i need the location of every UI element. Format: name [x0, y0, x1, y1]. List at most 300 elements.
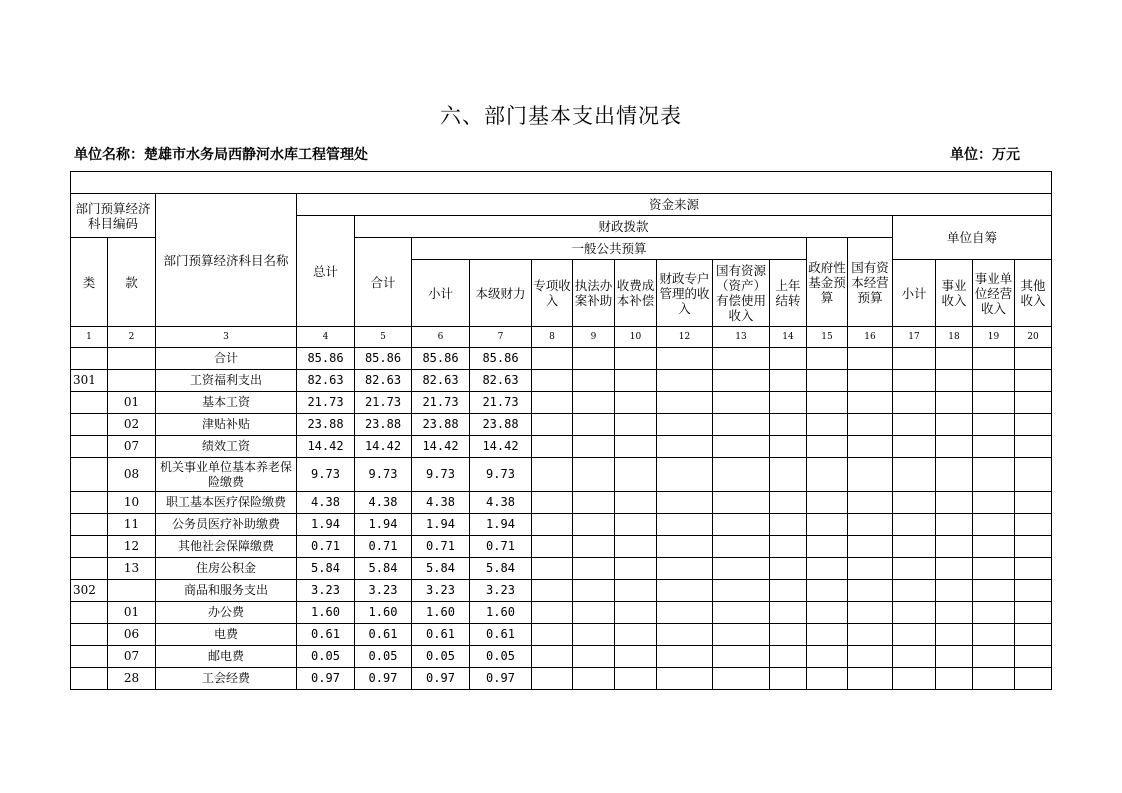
- cell-kuan: 07: [108, 646, 156, 668]
- cell-empty: [848, 370, 893, 392]
- cell-empty: [973, 602, 1015, 624]
- header-special-income: 专项收入: [532, 260, 573, 327]
- cell-kuan: 06: [108, 624, 156, 646]
- cell-empty: [657, 536, 713, 558]
- cell-empty: [713, 370, 770, 392]
- cell-total: 23.88: [297, 414, 355, 436]
- table-row: [71, 514, 1052, 536]
- cell-empty: [615, 558, 657, 580]
- cell-name: 绩效工资: [156, 436, 297, 458]
- cell-empty: [893, 492, 936, 514]
- cell-subtotal: 1.60: [412, 602, 470, 624]
- cell-empty: [713, 668, 770, 690]
- cell-empty: [807, 458, 848, 492]
- cell-empty: [936, 536, 973, 558]
- cell-empty: [615, 624, 657, 646]
- cell-empty: [573, 458, 615, 492]
- cell-empty: [848, 414, 893, 436]
- cell-name: 办公费: [156, 602, 297, 624]
- cell-empty: [615, 414, 657, 436]
- header-fiscal-total: 合计: [355, 238, 412, 327]
- cell-empty: [936, 624, 973, 646]
- cell-fiscal-total: 85.86: [355, 348, 412, 370]
- column-index-cell: 13: [713, 327, 770, 348]
- cell-empty: [615, 392, 657, 414]
- header-fiscal-account: 财政专户管理的收入: [657, 260, 713, 327]
- cell-empty: [657, 602, 713, 624]
- cell-empty: [893, 646, 936, 668]
- cell-kuan: 02: [108, 414, 156, 436]
- cell-local-financial: 23.88: [470, 414, 532, 436]
- cell-empty: [936, 458, 973, 492]
- column-index-cell: 16: [848, 327, 893, 348]
- cell-empty: [973, 436, 1015, 458]
- cell-empty: [936, 492, 973, 514]
- cell-subtotal: 85.86: [412, 348, 470, 370]
- cell-empty: [770, 514, 807, 536]
- cell-total: 5.84: [297, 558, 355, 580]
- cell-empty: [713, 602, 770, 624]
- cell-empty: [848, 558, 893, 580]
- cell-empty: [573, 348, 615, 370]
- cell-empty: [573, 668, 615, 690]
- header-self-subtotal: 小计: [893, 260, 936, 327]
- cell-empty: [893, 624, 936, 646]
- cell-fiscal-total: 0.71: [355, 536, 412, 558]
- cell-lei: [71, 492, 108, 514]
- cell-name: 机关事业单位基本养老保险缴费: [156, 458, 297, 492]
- cell-empty: [936, 370, 973, 392]
- cell-empty: [893, 348, 936, 370]
- cell-empty: [532, 624, 573, 646]
- cell-empty: [770, 580, 807, 602]
- cell-kuan: 13: [108, 558, 156, 580]
- cell-empty: [657, 348, 713, 370]
- cell-empty: [573, 624, 615, 646]
- cell-local-financial: 5.84: [470, 558, 532, 580]
- cell-empty: [973, 414, 1015, 436]
- cell-empty: [1015, 348, 1052, 370]
- cell-name: 公务员医疗补助缴费: [156, 514, 297, 536]
- cell-empty: [532, 668, 573, 690]
- header-funding-source: 资金来源: [297, 194, 1052, 216]
- cell-empty: [573, 492, 615, 514]
- column-index-cell: 15: [807, 327, 848, 348]
- cell-empty: [532, 458, 573, 492]
- cell-empty: [848, 492, 893, 514]
- cell-empty: [615, 436, 657, 458]
- cell-empty: [713, 580, 770, 602]
- cell-subtotal: 82.63: [412, 370, 470, 392]
- cell-empty: [770, 668, 807, 690]
- cell-total: 14.42: [297, 436, 355, 458]
- cell-empty: [973, 392, 1015, 414]
- expenditure-table: [70, 171, 1052, 690]
- cell-empty: [573, 514, 615, 536]
- cell-local-financial: 85.86: [470, 348, 532, 370]
- cell-empty: [532, 370, 573, 392]
- cell-empty: [1015, 602, 1052, 624]
- cell-empty: [532, 414, 573, 436]
- cell-fiscal-total: 14.42: [355, 436, 412, 458]
- cell-local-financial: 14.42: [470, 436, 532, 458]
- cell-lei: [71, 392, 108, 414]
- cell-name: 工会经费: [156, 668, 297, 690]
- cell-empty: [532, 558, 573, 580]
- cell-empty: [713, 536, 770, 558]
- cell-lei: [71, 436, 108, 458]
- cell-empty: [615, 458, 657, 492]
- table-row: [71, 348, 1052, 370]
- cell-total: 1.60: [297, 602, 355, 624]
- cell-empty: [973, 514, 1015, 536]
- cell-empty: [848, 602, 893, 624]
- cell-kuan: 07: [108, 436, 156, 458]
- column-index-cell: 10: [615, 327, 657, 348]
- cell-empty: [573, 602, 615, 624]
- cell-empty: [573, 536, 615, 558]
- header-lei: 类: [71, 238, 108, 327]
- cell-empty: [657, 558, 713, 580]
- cell-empty: [615, 646, 657, 668]
- cell-name: 电费: [156, 624, 297, 646]
- column-index-cell: 6: [412, 327, 470, 348]
- table-row: [71, 458, 1052, 492]
- column-index-cell: 3: [156, 327, 297, 348]
- header-code: 部门预算经济科目编码: [71, 194, 156, 238]
- cell-empty: [657, 624, 713, 646]
- cell-kuan: 01: [108, 602, 156, 624]
- cell-empty: [713, 514, 770, 536]
- cell-empty: [573, 580, 615, 602]
- cell-total: 0.61: [297, 624, 355, 646]
- cell-kuan: 12: [108, 536, 156, 558]
- cell-name: 工资福利支出: [156, 370, 297, 392]
- cell-empty: [615, 514, 657, 536]
- header-total: 总计: [297, 216, 355, 327]
- cell-subtotal: 21.73: [412, 392, 470, 414]
- cell-empty: [807, 668, 848, 690]
- table-row: [71, 558, 1052, 580]
- cell-empty: [615, 602, 657, 624]
- cell-empty: [657, 414, 713, 436]
- cell-fiscal-total: 0.61: [355, 624, 412, 646]
- column-index-cell: 20: [1015, 327, 1052, 348]
- cell-subtotal: 0.97: [412, 668, 470, 690]
- cell-empty: [770, 492, 807, 514]
- cell-fiscal-total: 1.94: [355, 514, 412, 536]
- cell-empty: [1015, 414, 1052, 436]
- table-row: [71, 370, 1052, 392]
- cell-empty: [532, 536, 573, 558]
- cell-kuan: 28: [108, 668, 156, 690]
- cell-name: 住房公积金: [156, 558, 297, 580]
- cell-fiscal-total: 0.97: [355, 668, 412, 690]
- cell-empty: [532, 602, 573, 624]
- cell-empty: [848, 536, 893, 558]
- cell-local-financial: 0.97: [470, 668, 532, 690]
- cell-fiscal-total: 3.23: [355, 580, 412, 602]
- cell-empty: [936, 392, 973, 414]
- cell-empty: [1015, 580, 1052, 602]
- cell-subtotal: 0.05: [412, 646, 470, 668]
- header-operating-income: 事业单位经营收入: [973, 260, 1015, 327]
- cell-lei: [71, 514, 108, 536]
- cell-empty: [657, 370, 713, 392]
- cell-total: 1.94: [297, 514, 355, 536]
- cell-subtotal: 4.38: [412, 492, 470, 514]
- cell-kuan: 08: [108, 458, 156, 492]
- cell-empty: [615, 668, 657, 690]
- cell-empty: [848, 514, 893, 536]
- cell-empty: [532, 492, 573, 514]
- cell-kuan: [108, 370, 156, 392]
- cell-empty: [973, 370, 1015, 392]
- cell-fiscal-total: 4.38: [355, 492, 412, 514]
- cell-lei: [71, 668, 108, 690]
- cell-empty: [770, 536, 807, 558]
- cell-fiscal-total: 82.63: [355, 370, 412, 392]
- cell-empty: [573, 392, 615, 414]
- cell-empty: [848, 646, 893, 668]
- cell-empty: [807, 392, 848, 414]
- cell-empty: [657, 458, 713, 492]
- cell-empty: [532, 348, 573, 370]
- cell-subtotal: 9.73: [412, 458, 470, 492]
- column-index-cell: 1: [71, 327, 108, 348]
- cell-local-financial: 82.63: [470, 370, 532, 392]
- cell-empty: [770, 602, 807, 624]
- cell-empty: [807, 370, 848, 392]
- table-row: [71, 624, 1052, 646]
- cell-empty: [573, 370, 615, 392]
- cell-empty: [936, 646, 973, 668]
- cell-lei: [71, 602, 108, 624]
- header-general-budget: 一般公共预算: [412, 238, 807, 260]
- cell-total: 9.73: [297, 458, 355, 492]
- header-state-assets: 国有资源（资产）有偿使用收入: [713, 260, 770, 327]
- table-row: [71, 602, 1052, 624]
- cell-local-financial: 0.05: [470, 646, 532, 668]
- cell-empty: [770, 370, 807, 392]
- column-index-cell: 2: [108, 327, 156, 348]
- cell-empty: [573, 558, 615, 580]
- cell-empty: [1015, 558, 1052, 580]
- cell-empty: [893, 458, 936, 492]
- cell-empty: [936, 514, 973, 536]
- cell-empty: [1015, 536, 1052, 558]
- page-title: 六、部门基本支出情况表: [440, 104, 682, 128]
- cell-empty: [893, 580, 936, 602]
- cell-empty: [1015, 392, 1052, 414]
- cell-subtotal: 0.71: [412, 536, 470, 558]
- table-row: [71, 536, 1052, 558]
- header-self-raised: 单位自筹: [893, 216, 1052, 260]
- cell-empty: [893, 536, 936, 558]
- cell-empty: [807, 414, 848, 436]
- cell-total: 0.05: [297, 646, 355, 668]
- cell-empty: [770, 436, 807, 458]
- cell-local-financial: 1.60: [470, 602, 532, 624]
- table-row: [71, 580, 1052, 602]
- table-row: [71, 392, 1052, 414]
- cell-empty: [615, 348, 657, 370]
- column-index-row: [71, 327, 1052, 348]
- cell-subtotal: 0.61: [412, 624, 470, 646]
- cell-subtotal: 14.42: [412, 436, 470, 458]
- cell-empty: [848, 668, 893, 690]
- cell-empty: [848, 458, 893, 492]
- cell-empty: [657, 436, 713, 458]
- cell-total: 0.97: [297, 668, 355, 690]
- unit-name-label: 单位名称：楚雄市水务局西静河水库工程管理处: [74, 147, 368, 163]
- cell-local-financial: 3.23: [470, 580, 532, 602]
- table-row: [71, 436, 1052, 458]
- cell-empty: [893, 414, 936, 436]
- header-fee-cost: 收费成本补偿: [615, 260, 657, 327]
- column-index-cell: 12: [657, 327, 713, 348]
- cell-empty: [807, 514, 848, 536]
- cell-empty: [973, 624, 1015, 646]
- cell-empty: [713, 492, 770, 514]
- cell-fiscal-total: 1.60: [355, 602, 412, 624]
- cell-lei: [71, 348, 108, 370]
- column-index-cell: 9: [573, 327, 615, 348]
- cell-empty: [615, 536, 657, 558]
- cell-empty: [893, 514, 936, 536]
- cell-empty: [936, 602, 973, 624]
- cell-empty: [713, 348, 770, 370]
- cell-empty: [713, 458, 770, 492]
- cell-empty: [615, 492, 657, 514]
- cell-name: 合计: [156, 348, 297, 370]
- cell-lei: [71, 536, 108, 558]
- cell-empty: [713, 624, 770, 646]
- header-subtotal: 小计: [412, 260, 470, 327]
- cell-empty: [1015, 646, 1052, 668]
- cell-fiscal-total: 5.84: [355, 558, 412, 580]
- cell-empty: [807, 536, 848, 558]
- cell-empty: [936, 436, 973, 458]
- cell-empty: [807, 348, 848, 370]
- cell-subtotal: 3.23: [412, 580, 470, 602]
- cell-empty: [848, 348, 893, 370]
- cell-empty: [807, 492, 848, 514]
- cell-total: 3.23: [297, 580, 355, 602]
- cell-lei: [71, 458, 108, 492]
- cell-empty: [973, 536, 1015, 558]
- table-row: [71, 414, 1052, 436]
- cell-empty: [1015, 514, 1052, 536]
- cell-empty: [973, 558, 1015, 580]
- unit-label: 单位：万元: [950, 147, 1020, 163]
- column-index-cell: 14: [770, 327, 807, 348]
- cell-empty: [807, 624, 848, 646]
- cell-empty: [1015, 370, 1052, 392]
- cell-local-financial: 1.94: [470, 514, 532, 536]
- cell-empty: [936, 348, 973, 370]
- cell-empty: [532, 436, 573, 458]
- header-business-income: 事业收入: [936, 260, 973, 327]
- cell-empty: [1015, 436, 1052, 458]
- cell-empty: [713, 646, 770, 668]
- cell-empty: [532, 580, 573, 602]
- cell-lei: [71, 646, 108, 668]
- cell-empty: [893, 370, 936, 392]
- cell-empty: [807, 436, 848, 458]
- cell-empty: [807, 580, 848, 602]
- cell-empty: [657, 580, 713, 602]
- cell-local-financial: 21.73: [470, 392, 532, 414]
- cell-name: 其他社会保障缴费: [156, 536, 297, 558]
- cell-empty: [893, 668, 936, 690]
- cell-name: 津贴补贴: [156, 414, 297, 436]
- column-index-cell: 8: [532, 327, 573, 348]
- cell-lei: 302: [71, 580, 108, 602]
- cell-subtotal: 1.94: [412, 514, 470, 536]
- cell-empty: [770, 646, 807, 668]
- cell-empty: [657, 492, 713, 514]
- cell-empty: [615, 580, 657, 602]
- cell-name: 商品和服务支出: [156, 580, 297, 602]
- table-row: [71, 668, 1052, 690]
- cell-local-financial: 0.71: [470, 536, 532, 558]
- cell-empty: [973, 580, 1015, 602]
- header-gov-fund: 政府性基金预算: [807, 238, 848, 327]
- cell-name: 基本工资: [156, 392, 297, 414]
- cell-empty: [807, 602, 848, 624]
- cell-local-financial: 0.61: [470, 624, 532, 646]
- cell-empty: [532, 646, 573, 668]
- cell-empty: [1015, 492, 1052, 514]
- table-row: [71, 492, 1052, 514]
- cell-empty: [657, 668, 713, 690]
- cell-lei: [71, 624, 108, 646]
- cell-empty: [973, 348, 1015, 370]
- cell-empty: [848, 624, 893, 646]
- cell-empty: [848, 436, 893, 458]
- cell-total: 0.71: [297, 536, 355, 558]
- cell-kuan: [108, 580, 156, 602]
- cell-empty: [973, 668, 1015, 690]
- header-name: 部门预算经济科目名称: [156, 194, 297, 327]
- cell-lei: [71, 558, 108, 580]
- cell-empty: [770, 624, 807, 646]
- cell-empty: [973, 646, 1015, 668]
- cell-lei: 301: [71, 370, 108, 392]
- cell-kuan: 11: [108, 514, 156, 536]
- cell-empty: [936, 580, 973, 602]
- cell-empty: [713, 558, 770, 580]
- cell-empty: [657, 646, 713, 668]
- cell-empty: [893, 602, 936, 624]
- column-index-cell: 5: [355, 327, 412, 348]
- header-state-capital: 国有资本经营预算: [848, 238, 893, 327]
- cell-empty: [936, 558, 973, 580]
- cell-empty: [532, 392, 573, 414]
- cell-empty: [573, 646, 615, 668]
- header-carryover: 上年结转: [770, 260, 807, 327]
- cell-kuan: 10: [108, 492, 156, 514]
- cell-empty: [848, 580, 893, 602]
- cell-empty: [893, 558, 936, 580]
- cell-empty: [615, 370, 657, 392]
- cell-empty: [657, 392, 713, 414]
- cell-empty: [1015, 458, 1052, 492]
- cell-local-financial: 9.73: [470, 458, 532, 492]
- cell-empty: [770, 414, 807, 436]
- cell-total: 82.63: [297, 370, 355, 392]
